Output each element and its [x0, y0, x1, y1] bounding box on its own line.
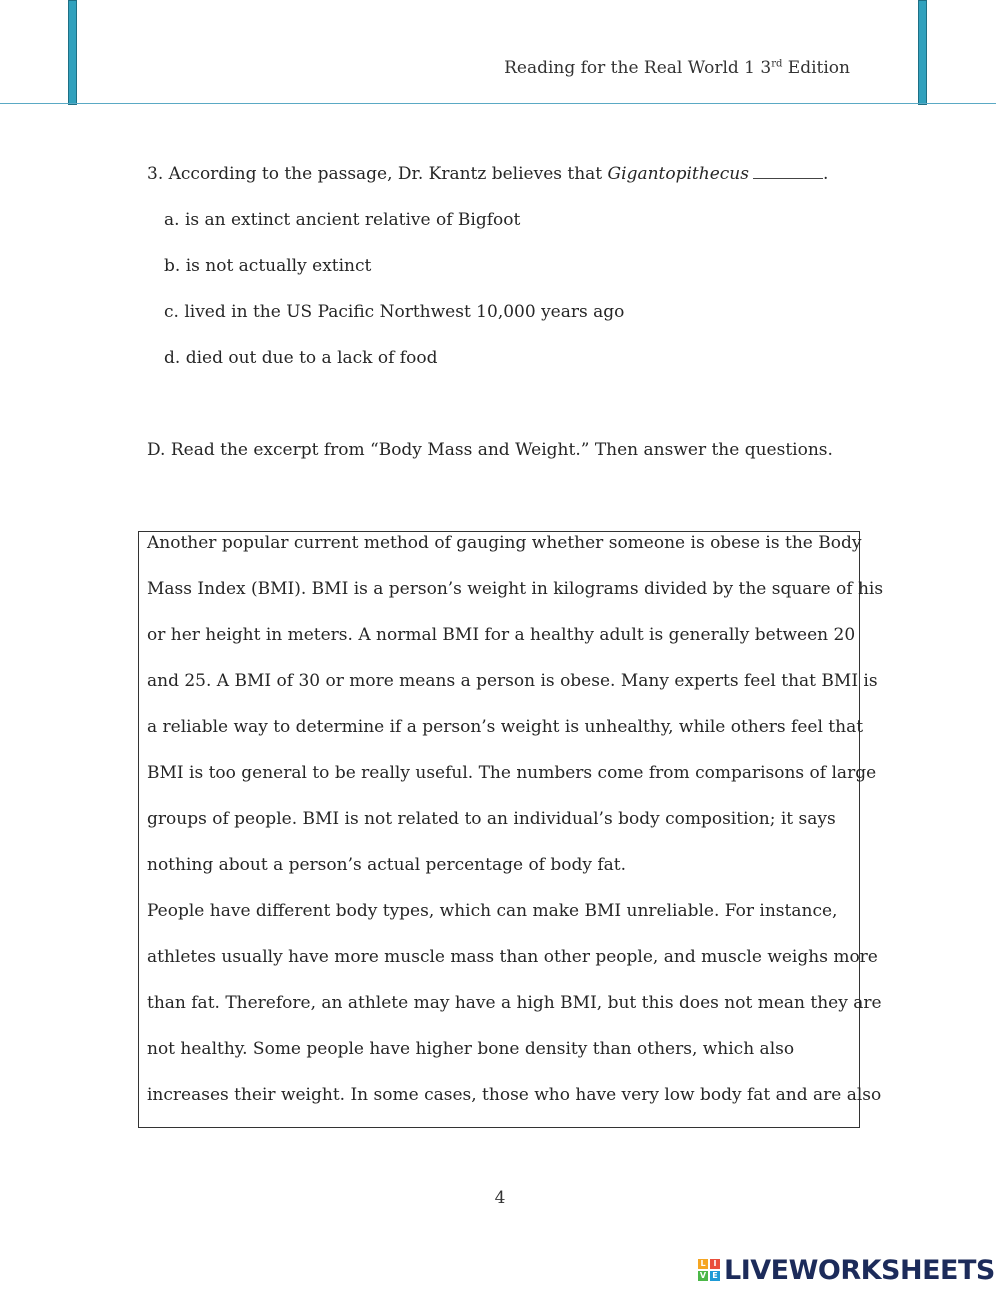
- passage-line: nothing about a person’s actual percentage of body fat.: [147, 855, 627, 875]
- passage-line: People have different body types, which can make BMI unreliable. For instance,: [147, 901, 838, 921]
- passage-line: a reliable way to determine if a person’s weight is unhealthy, while others feel that: [147, 717, 864, 737]
- question-3-stem: [147, 164, 828, 184]
- passage-line: Another popular current method of gauging whether someone is obese is the Body: [147, 533, 862, 553]
- right-header-bar: [918, 0, 927, 105]
- passage-line: than fat. Therefore, an athlete may have a high BMI, but this does not mean they are: [147, 993, 882, 1013]
- passage-line: BMI is too general to be really useful. The numbers come from comparisons of large: [147, 763, 877, 783]
- passage-line: athletes usually have more muscle mass than other people, and muscle weighs more: [147, 947, 878, 967]
- page-number: 4: [494, 1188, 506, 1208]
- logo-letter-v: V: [699, 1271, 707, 1280]
- header-rule: [0, 103, 996, 104]
- logo-grid-icon: [698, 1259, 720, 1281]
- header-title-sup: rd: [771, 58, 783, 70]
- left-header-bar: [68, 0, 77, 105]
- header-title: [504, 58, 850, 78]
- passage-line: not healthy. Some people have higher bone density than others, which also: [147, 1039, 795, 1059]
- passage-line: or her height in meters. A normal BMI for a healthy adult is generally between 20: [147, 625, 856, 645]
- passage-line: Mass Index (BMI). BMI is a person’s weight in kilograms divided by the square of his: [147, 579, 884, 599]
- question-3-stem-text: 3. According to the passage, Dr. Krantz believes that: [147, 164, 608, 184]
- section-d-instruction: D. Read the excerpt from “Body Mass and Weight.” Then answer the questions.: [147, 440, 833, 460]
- question-3-stem-period: .: [822, 164, 829, 184]
- logo-letter-e: E: [710, 1271, 720, 1281]
- answer-blank[interactable]: [753, 164, 823, 179]
- option-a[interactable]: a. is an extinct ancient relative of Bigfoot: [164, 210, 521, 230]
- option-d[interactable]: d. died out due to a lack of food: [164, 348, 438, 368]
- question-3-stem-italic: Gigantopithecus: [607, 164, 749, 184]
- logo-letter-l: L: [698, 1259, 708, 1269]
- option-c[interactable]: c. lived in the US Pacific Northwest 10,000 years ago: [164, 302, 625, 322]
- header-title-main: Reading for the Real World 1 3: [504, 58, 772, 78]
- passage-box: [138, 531, 884, 1128]
- passage-line: increases their weight. In some cases, those who have very low body fat and are also: [147, 1085, 882, 1105]
- passage-line: and 25. A BMI of 30 or more means a person is obese. Many experts feel that BMI is: [147, 671, 878, 691]
- passage-line: groups of people. BMI is not related to an individual’s body composition; it says: [147, 809, 836, 829]
- logo-text: LIVEWORKSHEETS: [724, 1254, 995, 1286]
- logo-letter-i: I: [710, 1259, 720, 1269]
- option-b[interactable]: b. is not actually extinct: [164, 256, 372, 276]
- liveworksheets-logo: [698, 1253, 995, 1287]
- header-title-suffix: Edition: [782, 58, 850, 78]
